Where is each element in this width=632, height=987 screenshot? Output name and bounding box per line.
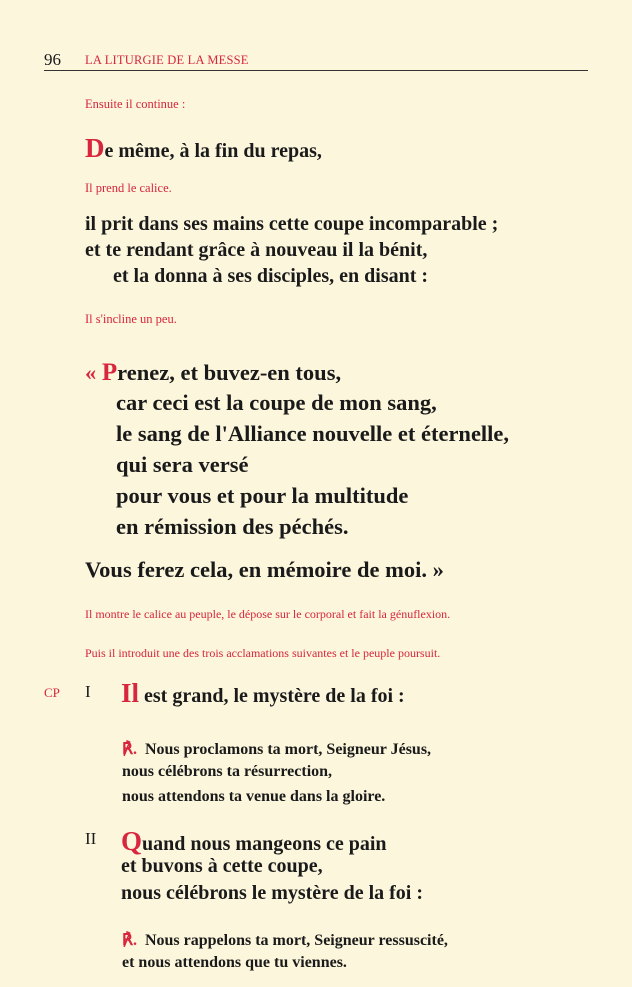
words-line-2: car ceci est la coupe de mon sang, <box>116 390 437 415</box>
words-line-6: en rémission des péchés. <box>116 514 349 539</box>
consecration-intro <box>85 133 322 164</box>
drop-capital: Q <box>121 826 143 856</box>
rubric-bows: Il s'incline un peu. <box>85 312 177 326</box>
acclamation-2-line-1-text: uand nous mangeons ce pain <box>142 833 387 855</box>
rubric-continue: Ensuite il continue : <box>85 97 186 111</box>
rubric-takes-chalice: Il prend le calice. <box>85 181 172 195</box>
words-line-1-text: renez, et buvez-en tous, <box>117 360 342 385</box>
acclamation-1-response-line-3: nous attendons ta venue dans la gloire. <box>122 788 386 805</box>
acclamation-1-response-line-2: nous célébrons ta résurrection, <box>122 763 333 780</box>
response-text: Nous rappelons ta mort, Seigneur ressuscité, <box>144 932 448 949</box>
header-rule <box>44 70 588 71</box>
words-line-4: qui sera versé <box>116 452 249 477</box>
drop-capital: D <box>85 133 105 163</box>
drop-capital: Il <box>121 678 140 708</box>
words-line-5: pour vous et pour la multitude <box>116 483 409 508</box>
memorial-command: Vous ferez cela, en mémoire de moi. » <box>85 557 444 582</box>
acclamation-2-response-line-2: et nous attendons que tu viennes. <box>122 954 347 971</box>
response-text: Nous proclamons ta mort, Seigneur Jésus, <box>144 741 432 758</box>
page-header <box>44 50 588 72</box>
words-line-3: le sang de l'Alliance nouvelle et éternelle, <box>116 421 510 446</box>
acclamation-1-response-line-1 <box>122 739 431 759</box>
drop-capital: P <box>101 359 118 386</box>
intro-text: e même, à la fin du repas, <box>104 140 322 162</box>
page-number: 96 <box>44 50 61 69</box>
response-symbol: ℟. <box>122 932 137 949</box>
response-symbol: ℟. <box>122 741 137 758</box>
acclamation-numeral-2: II <box>85 829 97 848</box>
acclamation-numeral-1: I <box>85 682 91 701</box>
consecration-line-2: et te rendant grâce à nouveau il la bénit, <box>85 239 428 261</box>
acclamation-2-line-3: nous célébrons le mystère de la foi : <box>121 882 424 904</box>
open-quote: « <box>85 360 102 385</box>
rubric-acclamation-intro: Puis il introduit une des trois acclamations suivantes et le peuple poursuit. <box>85 646 441 660</box>
rubric-shows-chalice: Il montre le calice au peuple, le dépose sur le corporal et fait la génuflexion. <box>85 607 451 621</box>
acclamation-1-text: est grand, le mystère de la foi : <box>139 685 405 707</box>
running-title: LA LITURGIE DE LA MESSE <box>85 53 249 67</box>
consecration-line-3: et la donna à ses disciples, en disant : <box>113 265 429 287</box>
acclamation-1-invitation <box>121 678 405 709</box>
consecration-line-1: il prit dans ses mains cette coupe incomparable ; <box>85 213 499 235</box>
words-line-1 <box>85 359 341 387</box>
cp-label: CP <box>44 685 60 700</box>
acclamation-2-line-1 <box>121 826 387 857</box>
acclamation-2-response-line-1 <box>122 930 448 950</box>
acclamation-2-line-2: et buvons à cette coupe, <box>121 855 323 877</box>
